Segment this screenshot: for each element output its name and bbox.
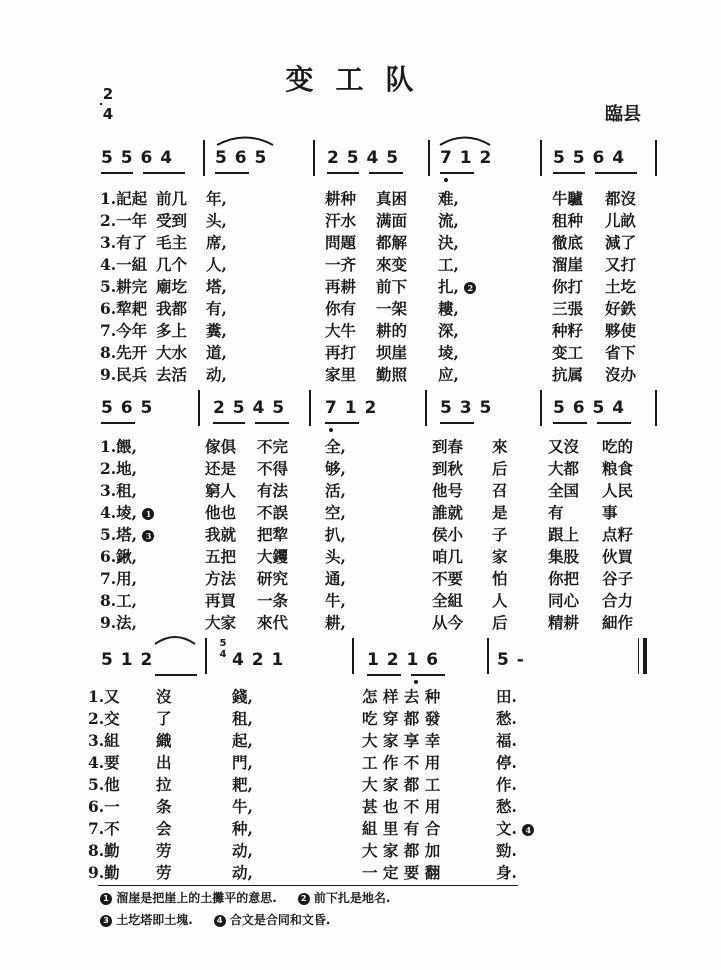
lyric-cell: 从今 (432, 613, 464, 632)
lyric-cell: 咱几 (432, 547, 464, 566)
lyric-cell: 后 (492, 613, 508, 632)
lyric-cell: 到春 (432, 437, 464, 456)
lyric-cell: 田. (496, 687, 517, 706)
octave-dot (329, 428, 333, 432)
underline (101, 172, 133, 174)
lyric-cell: 伙買 (602, 547, 634, 566)
lyric-cell: 动, (232, 841, 253, 860)
lyric-cell: 你有 (325, 299, 357, 318)
lyric-text: 扎, (438, 277, 459, 296)
lyric-col (232, 686, 253, 884)
underline (367, 674, 401, 676)
lyric-cell: 又打 (605, 255, 637, 274)
lyric-cell: 三張 (552, 299, 584, 318)
lyric-cell: 满面 (376, 211, 408, 230)
lyric-col (362, 686, 440, 884)
lyric-cell (100, 502, 154, 524)
lyric-cell: 不誤 (257, 503, 289, 522)
lyric-cell: 大牛 (325, 321, 357, 340)
lyric-cell: 工, (438, 255, 459, 274)
lyric-cell: 后 (492, 459, 508, 478)
underline (440, 422, 474, 424)
measure: 7 1 2 (440, 148, 493, 168)
lyric-cell: 牛, (232, 797, 253, 816)
lyric-cell: 租种 (552, 211, 584, 230)
lyric-cell: 1.餵, (100, 437, 138, 456)
measure: 2 5 4 5 (213, 398, 286, 418)
lyric-cell: 6.犂耙 (100, 299, 148, 318)
lyric-cell: 一条 (257, 591, 289, 610)
lyric-cell: 不要 (432, 569, 464, 588)
lyric-cell: 決, (438, 233, 459, 252)
lyric-cell: 应, (438, 365, 459, 384)
lyric-cell: 9.勤 (88, 863, 120, 882)
lyric-cell: 3.租, (100, 481, 138, 500)
lyric-cell: 前下 (376, 277, 408, 296)
lyric-cell: 一齐 (325, 255, 357, 274)
lyric-cell: 停. (496, 753, 517, 772)
lyric-cell (100, 524, 154, 546)
measure-note (101, 650, 153, 670)
lyric-cell (496, 818, 534, 840)
lyric-col (206, 188, 227, 386)
octave-dot (414, 680, 418, 684)
lyric-cell: 召 (492, 481, 508, 500)
lyric-cell: 再打 (325, 343, 357, 362)
lyric-cell: 都解 (376, 233, 408, 252)
underline (155, 674, 197, 676)
barline (540, 140, 542, 176)
lyric-cell: 种籽 (552, 321, 584, 340)
lyric-cell: 会 (156, 819, 172, 838)
lyric-cell: 空, (325, 503, 346, 522)
lyric-cell: 一架 (376, 299, 408, 318)
lyric-cell: 不得 (257, 459, 289, 478)
footnote-marker: 2 (464, 282, 476, 294)
lyric-cell: 汗水 (325, 211, 357, 230)
footnote-marker: 3 (142, 530, 154, 542)
lyric-cell: 有, (206, 299, 227, 318)
footnote-marker: 4 (214, 915, 226, 927)
measure: 5 - (497, 650, 525, 670)
lyric-cell: 耕种 (325, 189, 357, 208)
lyric-cell: 去活 (156, 365, 188, 384)
lyric-cell: 4.一組 (100, 255, 148, 274)
lyric-cell: 集股 (548, 547, 580, 566)
lyric-cell (438, 276, 476, 298)
lyric-cell: 种, (232, 819, 253, 838)
note: 5 1 2 (101, 650, 154, 670)
lyric-cell: 一 定 要 翻 (362, 863, 441, 882)
measure: 1 2 1 6 (367, 650, 440, 670)
time-change (218, 638, 228, 660)
lyric-cell: 吃的 (602, 437, 634, 456)
measure: 5 6 5 4 (553, 398, 626, 418)
lyric-cell: 了 (156, 709, 172, 728)
footnote-marker: 3 (100, 915, 112, 927)
lyric-cell: 活, (325, 481, 346, 500)
lyric-cell: 不完 (257, 437, 289, 456)
lyric-cell: 沒 (156, 687, 172, 706)
lyric-cell: 同心 (548, 591, 580, 610)
lyric-cell: 真困 (376, 189, 408, 208)
lyric-cell: 6.鍬, (100, 547, 138, 566)
lyric-cell: 9.法, (100, 613, 138, 632)
lyric-cell: 福. (496, 731, 517, 750)
lyric-cell: 4.要 (88, 753, 120, 772)
lyric-col (325, 188, 356, 386)
lyric-cell: 子 (492, 525, 508, 544)
underline (255, 422, 289, 424)
lyric-cell: 7.不 (88, 819, 120, 838)
barline (198, 390, 200, 426)
lyric-cell: 条 (156, 797, 172, 816)
barline (313, 140, 315, 176)
lyric-cell: 大家 (205, 613, 237, 632)
lyric-cell: 錢, (232, 687, 253, 706)
lyric-cell: 大 家 都 加 (362, 841, 441, 860)
lyric-cell: 來 (492, 437, 508, 456)
lyric-cell: 起, (232, 731, 253, 750)
underline (369, 172, 403, 174)
lyric-cell: 侯小 (432, 525, 464, 544)
lyric-cell: 作. (496, 775, 517, 794)
lyric-cell: 誰就 (432, 503, 464, 522)
lyric-cell: 1.記起 (100, 189, 148, 208)
lyric-cell: 大都 (548, 459, 580, 478)
lyric-cell: 來代 (257, 613, 289, 632)
barline (428, 140, 430, 176)
song-origin: 臨县 (605, 104, 641, 125)
lyric-cell: 3.有了 (100, 233, 148, 252)
lyric-cell: 又沒 (548, 437, 580, 456)
lyric-cell: 門, (232, 753, 253, 772)
underline (553, 172, 585, 174)
measure: 5 5 6 4 (101, 148, 174, 168)
time-change-top: 5 (219, 638, 227, 649)
lyric-cell: 精耕 (548, 613, 580, 632)
lyric-cell: 牛, (325, 591, 346, 610)
barline (487, 638, 489, 674)
lyric-cell: 坝崖 (376, 343, 408, 362)
footnote-marker: 1 (142, 508, 154, 520)
lyric-cell: 跟上 (548, 525, 580, 544)
lyric-cell: 8.先开 (100, 343, 148, 362)
measure: 2 5 4 5 (327, 148, 400, 168)
time-signature-top: 2 (102, 85, 114, 103)
lyric-cell: 拉 (156, 775, 172, 794)
lyric-cell: 够, (325, 459, 346, 478)
lyric-cell: 溜崖 (552, 255, 584, 274)
lyric-cell: 谷子 (602, 569, 634, 588)
lyric-col (432, 436, 463, 634)
footnote-2: 前下扎是地名. (313, 891, 391, 905)
lyric-cell: 合力 (602, 591, 634, 610)
lyric-col (100, 436, 154, 634)
lyric-cell: 2.地, (100, 459, 138, 478)
lyric-cell: 堎, (438, 343, 459, 362)
slur (440, 138, 490, 146)
footnote-1: 溜崖是把崖上的土攤平的意思. (116, 891, 277, 905)
lyric-cell: 点籽 (602, 525, 634, 544)
lyric-col (376, 188, 407, 386)
lyric-cell: 細作 (602, 613, 634, 632)
lyric-cell: 他号 (432, 481, 464, 500)
lyric-cell: 你打 (552, 277, 584, 296)
lyric-col (605, 188, 636, 386)
lyric-cell: 人, (206, 255, 227, 274)
lyric-cell: 5.耕完 (100, 277, 148, 296)
lyric-text: 5.塔, (100, 525, 138, 544)
lyric-cell: 人 (492, 591, 508, 610)
measure: 5 5 6 4 (553, 148, 626, 168)
time-signature-line (100, 103, 102, 105)
lyric-cell: 毛主 (156, 233, 188, 252)
barline (655, 390, 657, 426)
underline (101, 422, 135, 424)
lyric-cell: 沒办 (605, 365, 637, 384)
lyric-cell: 家里 (325, 365, 357, 384)
lyric-cell: 席, (206, 233, 227, 252)
stave-3 (0, 628, 721, 688)
lyric-col (552, 188, 583, 386)
lyric-cell: 6.一 (88, 797, 120, 816)
lyric-cell: 我就 (205, 525, 237, 544)
lyric-cell: 是 (492, 503, 508, 522)
lyric-cell: 大 家 都 工 (362, 775, 441, 794)
underline (325, 422, 359, 424)
underline (143, 172, 185, 174)
time-signature-bottom: 4 (102, 105, 114, 123)
lyric-cell: 大水 (156, 343, 188, 362)
lyric-cell: 大 家 享 幸 (362, 731, 441, 750)
lyric-cell: 廟圪 (156, 277, 188, 296)
lyric-cell: 都沒 (605, 189, 637, 208)
song-title: 变工队 (285, 63, 436, 96)
lyric-cell: 耕, (325, 613, 346, 632)
lyric-cell: 年, (206, 189, 227, 208)
barline (203, 140, 205, 176)
barline (425, 390, 427, 426)
lyric-cell: 7.今年 (100, 321, 148, 340)
barline (352, 638, 354, 674)
underline (327, 172, 359, 174)
lyric-cell: 身. (496, 863, 517, 882)
measure: 5 6 5 (215, 148, 268, 168)
lyric-cell: 我都 (156, 299, 188, 318)
lyric-cell: 粮食 (602, 459, 634, 478)
lyric-col (156, 686, 172, 884)
lyric-cell: 勁. (496, 841, 517, 860)
lyric-cell: 好鉄 (605, 299, 637, 318)
lyric-col (100, 188, 147, 386)
lyric-cell: 土圪 (605, 277, 637, 296)
stave-1 (0, 130, 721, 190)
lyric-cell: 大钁 (257, 547, 289, 566)
lyric-col (205, 436, 236, 634)
footnote-4: 合文是合同和文昏. (229, 913, 331, 927)
measure: 4 2 1 (232, 650, 285, 670)
lyric-cell: 甚 也 不 用 (362, 797, 441, 816)
lyric-cell: 人民 (602, 481, 634, 500)
lyric-cell: 事 (602, 503, 618, 522)
lyric-cell: 織 (156, 731, 172, 750)
lyric-cell: 研究 (257, 569, 289, 588)
measure: 7 1 2 (325, 398, 378, 418)
final-barline-thin (638, 638, 639, 674)
footnote-marker: 1 (100, 893, 112, 905)
lyric-cell: 难, (438, 189, 459, 208)
lyric-text: 文. (496, 819, 517, 838)
lyric-cell: 你把 (548, 569, 580, 588)
lyric-cell: 他也 (205, 503, 237, 522)
lyric-cell: 9.民兵 (100, 365, 148, 384)
lyric-cell: 2.一年 (100, 211, 148, 230)
lyric-cell: 全, (325, 437, 346, 456)
underline (215, 172, 249, 174)
underline (553, 422, 587, 424)
lyric-cell: 动, (232, 863, 253, 882)
lyric-cell: 8.工, (100, 591, 138, 610)
stave-2 (0, 380, 721, 440)
lyric-text: 4.堎, (100, 503, 138, 522)
lyric-cell: 扒, (325, 525, 346, 544)
lyric-cell: 把犂 (257, 525, 289, 544)
lyric-col (88, 686, 120, 884)
lyric-col (602, 436, 633, 634)
footnote-line-2 (100, 911, 330, 928)
lyric-cell: 劳 (156, 863, 172, 882)
lyric-cell: 变工 (552, 343, 584, 362)
octave-dot (444, 178, 448, 182)
lyric-cell: 动, (206, 365, 227, 384)
lyric-cell: 愁. (496, 709, 517, 728)
lyric-cell: 8.勤 (88, 841, 120, 860)
lyric-cell: 全国 (548, 481, 580, 500)
underline (440, 172, 474, 174)
lyric-cell: 傢俱 (205, 437, 237, 456)
underline (595, 172, 637, 174)
footnote-marker: 2 (298, 893, 310, 905)
lyric-cell: 耬, (438, 299, 459, 318)
lyric-cell: 3.組 (88, 731, 120, 750)
time-signature (100, 86, 116, 122)
barline (540, 390, 542, 426)
footnote-rule (98, 885, 518, 886)
lyric-cell: 有 (548, 503, 564, 522)
lyric-cell: 受到 (156, 211, 188, 230)
lyric-cell: 組 里 有 合 (362, 819, 441, 838)
lyric-col (257, 436, 288, 634)
lyric-cell: 头, (206, 211, 227, 230)
barline (309, 390, 311, 426)
lyric-cell: 劳 (156, 841, 172, 860)
footnote-marker: 4 (522, 824, 534, 836)
lyric-cell: 抗属 (552, 365, 584, 384)
lyric-cell: 徹底 (552, 233, 584, 252)
footnote-3: 土圪塔即土塊. (116, 913, 193, 927)
lyric-cell: 方法 (205, 569, 237, 588)
lyric-cell: 7.用, (100, 569, 138, 588)
lyric-cell: 租, (232, 709, 253, 728)
lyric-cell: 多上 (156, 321, 188, 340)
lyric-cell: 到秋 (432, 459, 464, 478)
lyric-cell: 深, (438, 321, 459, 340)
lyric-cell: 前几 (156, 189, 188, 208)
lyric-cell: 耕的 (376, 321, 408, 340)
time-change-bottom: 4 (219, 649, 227, 660)
lyric-cell: 道, (206, 343, 227, 362)
measure: 5 3 5 (440, 398, 493, 418)
lyric-cell: 有法 (257, 481, 289, 500)
lyric-cell: 5.他 (88, 775, 120, 794)
lyric-cell: 头, (325, 547, 346, 566)
lyric-cell: 塔, (206, 277, 227, 296)
lyric-cell: 省下 (605, 343, 637, 362)
lyric-cell: 再耕 (325, 277, 357, 296)
lyric-cell: 1.又 (88, 687, 120, 706)
lyric-cell: 窮人 (205, 481, 237, 500)
lyric-cell: 五把 (205, 547, 237, 566)
lyric-cell: 愁. (496, 797, 517, 816)
lyric-cell: 夥使 (605, 321, 637, 340)
lyric-col (156, 188, 187, 386)
underline (213, 422, 245, 424)
lyric-cell: 再買 (205, 591, 237, 610)
lyric-cell: 工 作 不 用 (362, 753, 441, 772)
barline (655, 140, 657, 176)
lyric-cell: 勤照 (376, 365, 408, 384)
lyric-cell: 問題 (325, 233, 357, 252)
measure: 5 6 5 (101, 398, 154, 418)
lyric-col (438, 188, 476, 386)
slur (217, 138, 273, 146)
lyric-cell: 糞, (206, 321, 227, 340)
lyric-cell: 來变 (376, 255, 408, 274)
lyric-cell: 还是 (205, 459, 237, 478)
lyric-col (496, 686, 534, 884)
lyric-cell: 怕 (492, 569, 508, 588)
lyric-cell: 家 (492, 547, 508, 566)
lyric-cell: 通, (325, 569, 346, 588)
lyric-cell: 耙, (232, 775, 253, 794)
lyric-cell: 出 (156, 753, 172, 772)
lyric-cell: 2.交 (88, 709, 120, 728)
underline (597, 422, 631, 424)
lyric-col (325, 436, 346, 634)
lyric-cell: 流, (438, 211, 459, 230)
lyric-cell: 牛驢 (552, 189, 584, 208)
underline (411, 674, 445, 676)
lyric-cell: 全組 (432, 591, 464, 610)
slur (155, 637, 195, 644)
lyric-cell: 吃 穿 都 發 (362, 709, 441, 728)
footnote-line-1 (100, 889, 390, 906)
final-barline-thick (643, 638, 647, 674)
lyric-col (492, 436, 508, 634)
lyric-cell: 几个 (156, 255, 188, 274)
lyric-cell: 怎 样 去 种 (362, 687, 441, 706)
lyric-cell: 儿畝 (605, 211, 637, 230)
lyric-cell: 減了 (605, 233, 637, 252)
barline (205, 638, 207, 674)
lyric-col (548, 436, 579, 634)
